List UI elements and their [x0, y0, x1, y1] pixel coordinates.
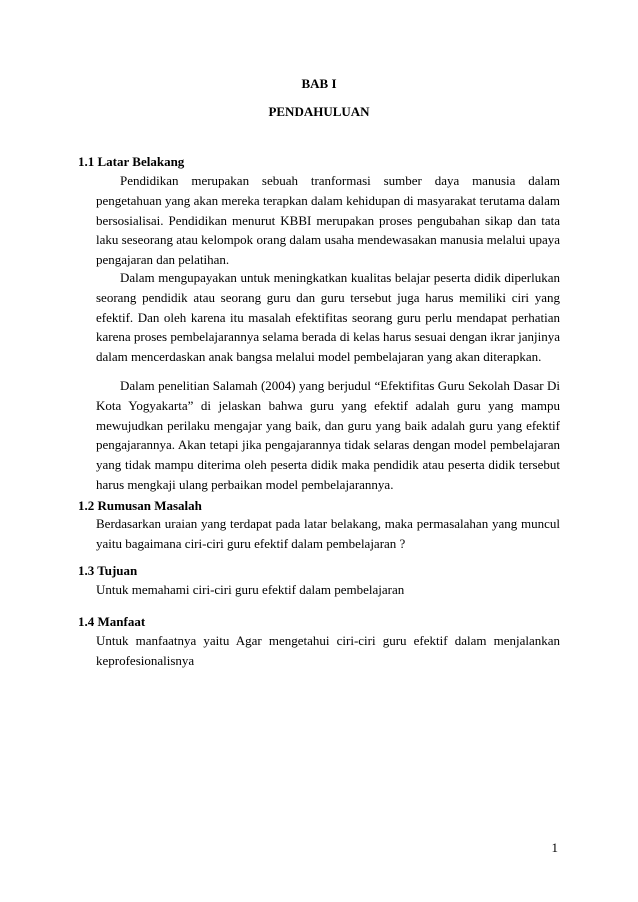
paragraph-rumusan-masalah: Berdasarkan uraian yang terdapat pada latar belakang, maka permasalahan yang muncul yaitu bagaimana ciri-ciri guru efektif dalam pembelajaran ?	[96, 516, 560, 551]
chapter-title: PENDAHULUAN	[268, 104, 370, 119]
section-heading-latar-belakang: 1.1 Latar Belakang	[78, 154, 185, 169]
paragraph-latar-belakang-1: Pendidikan merupakan sebuah tranformasi sumber daya manusia dalam pengetahuan yang akan mereka terapkan dalam kehidupan di masyarakat terutama dalam bersosialisai. Pendidikan menurut KBBI merupakan proses pengubahan sikap dan tata laku seseorang atau kelompok orang dalam usaha mendewasakan manusia melalui upaya pengajaran dan pelatihan.	[96, 173, 560, 268]
section-heading-tujuan: 1.3 Tujuan	[78, 563, 138, 578]
paragraph-latar-belakang-2: Dalam mengupayakan untuk meningkatkan kualitas belajar peserta didik diperlukan seorang pendidik atau seorang guru dan guru tersebut juga harus memiliki ciri yang efektif. Dan oleh karena itu masalah efektifitas seorang guru perlu mendapat perhatian karena proses pembelajarannya selama berada di kelas harus sesuai dengan ikrar janjinya dalam mencerdaskan anak bangsa melalui model pembelajaran yang akan diterapkan.	[96, 270, 560, 365]
section-heading-rumusan-masalah: 1.2 Rumusan Masalah	[78, 498, 202, 513]
section-heading-manfaat: 1.4 Manfaat	[78, 614, 146, 629]
paragraph-latar-belakang-3: Dalam penelitian Salamah (2004) yang berjudul “Efektifitas Guru Sekolah Dasar Di Kota Yogyakarta” di jelaskan bahwa guru yang efektif adalah guru yang mampu mewujudkan perilaku mengajar yang baik, dan guru yang baik adalah guru yang efektif pengajarannya. Akan tetapi jika pengajarannya tidak selaras dengan model pembelajaran yang tidak mampu diterima oleh peserta didik maka pendidik atau peserta didik tersebut harus mengkaji ulang perbaikan model pembelajarannya.	[96, 378, 560, 492]
paragraph-manfaat: Untuk manfaatnya yaitu Agar mengetahui ciri-ciri guru efektif dalam menjalankan keprofesionalisnya	[96, 633, 560, 668]
paragraph-tujuan: Untuk memahami ciri-ciri guru efektif dalam pembelajaran	[96, 582, 405, 597]
page-number: 1	[551, 840, 558, 855]
chapter-label: BAB I	[301, 76, 337, 91]
